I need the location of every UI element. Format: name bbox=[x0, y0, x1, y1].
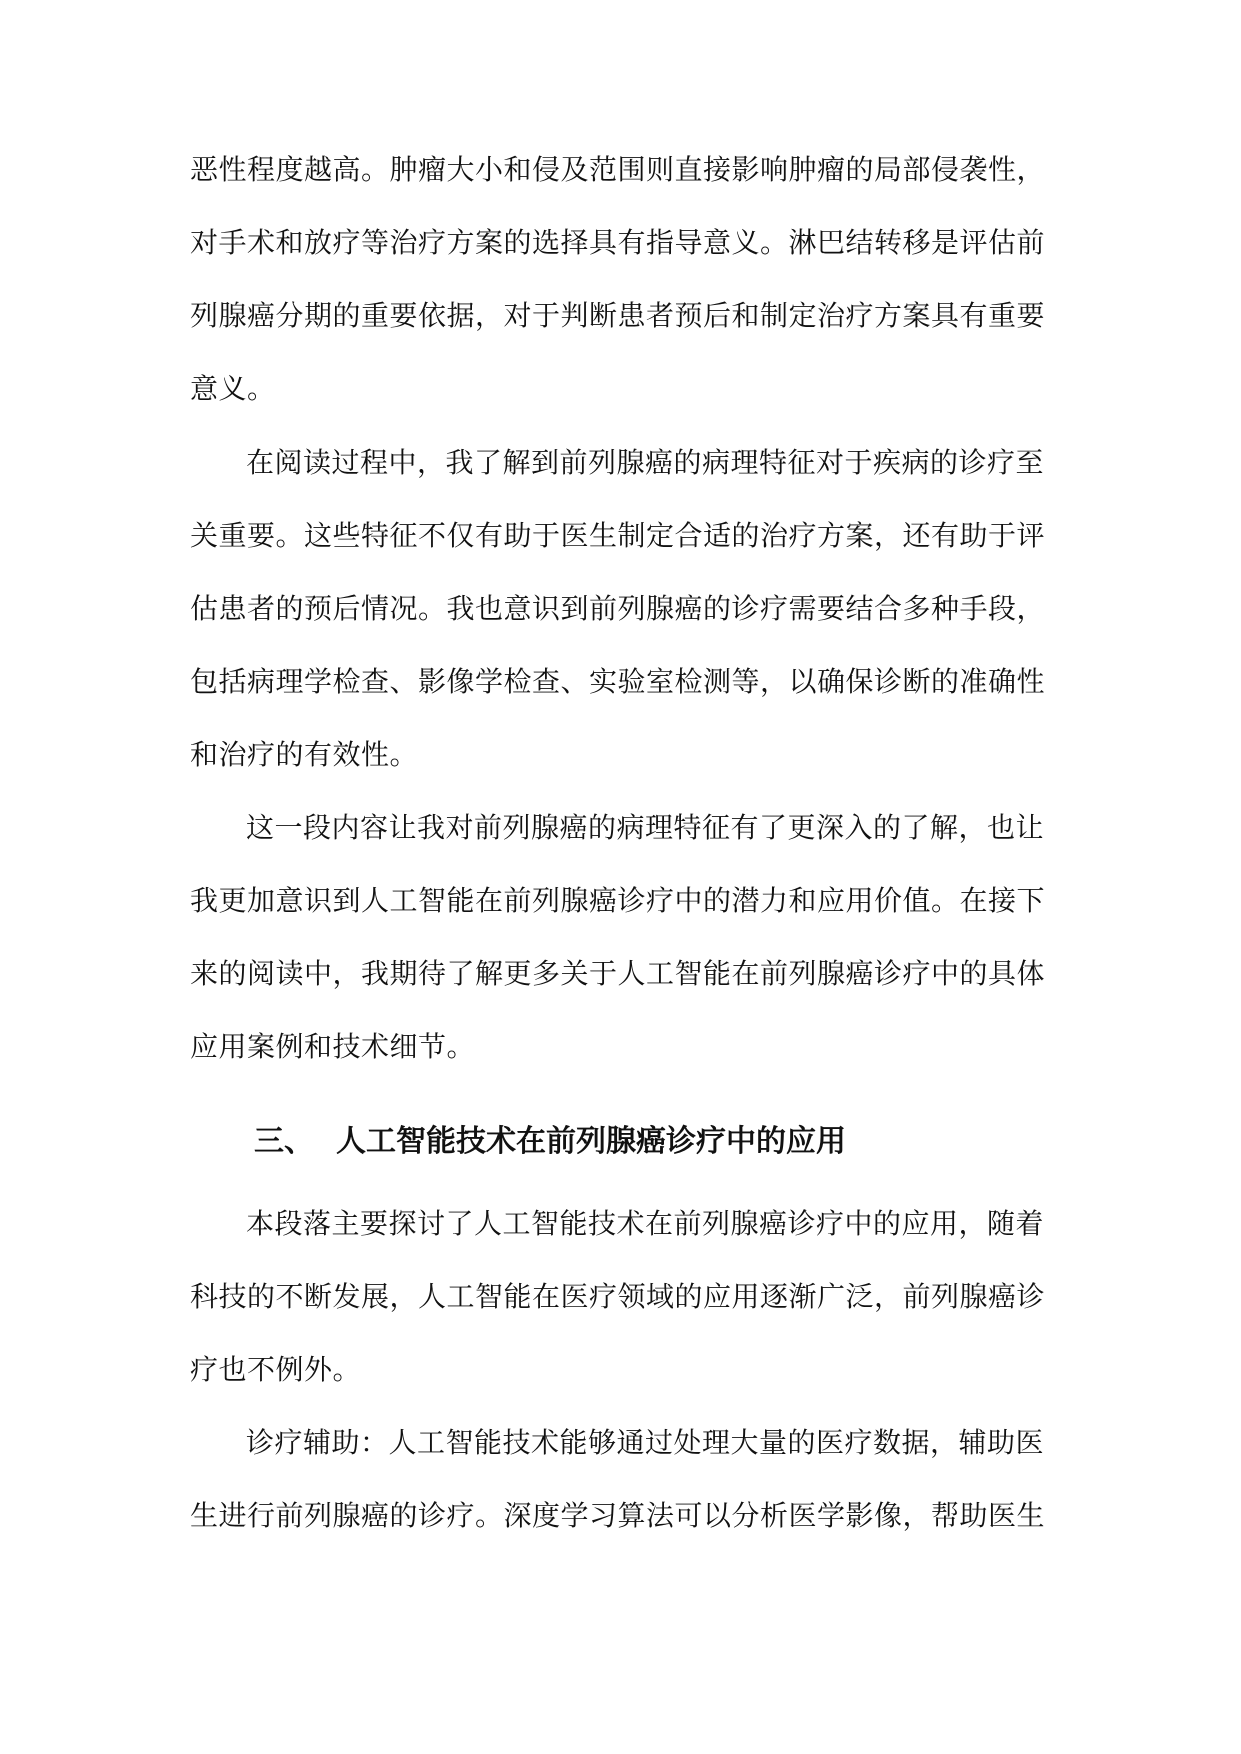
text-line: 生进行前列腺癌的诊疗。深度学习算法可以分析医学影像，帮助医生 bbox=[190, 1499, 1046, 1532]
section-number: 三、 bbox=[254, 1124, 314, 1159]
text-line: 列腺癌分期的重要依据，对于判断患者预后和制定治疗方案具有重要 bbox=[190, 299, 1046, 332]
text-line: 来的阅读中，我期待了解更多关于人工智能在前列腺癌诊疗中的具体 bbox=[190, 957, 1046, 990]
text-line: 应用案例和技术细节。 bbox=[190, 1030, 476, 1063]
text-line: 对手术和放疗等治疗方案的选择具有指导意义。淋巴结转移是评估前 bbox=[190, 226, 1046, 259]
section-title: 人工智能技术在前列腺癌诊疗中的应用 bbox=[336, 1124, 846, 1159]
text-line: 科技的不断发展，人工智能在医疗领域的应用逐渐广泛，前列腺癌诊 bbox=[190, 1280, 1046, 1313]
text-line: 关重要。这些特征不仅有助于医生制定合适的治疗方案，还有助于评 bbox=[190, 519, 1046, 552]
text-line: 我更加意识到人工智能在前列腺癌诊疗中的潜力和应用价值。在接下 bbox=[190, 884, 1046, 917]
text-line: 这一段内容让我对前列腺癌的病理特征有了更深入的了解，也让 bbox=[246, 811, 1045, 844]
text-line: 在阅读过程中，我了解到前列腺癌的病理特征对于疾病的诊疗至 bbox=[246, 446, 1045, 479]
text-line: 诊疗辅助：人工智能技术能够通过处理大量的医疗数据，辅助医 bbox=[246, 1426, 1045, 1459]
text-line: 疗也不例外。 bbox=[190, 1353, 362, 1386]
text-line: 恶性程度越高。肿瘤大小和侵及范围则直接影响肿瘤的局部侵袭性， bbox=[190, 153, 1046, 186]
text-line: 包括病理学检查、影像学检查、实验室检测等，以确保诊断的准确性 bbox=[190, 665, 1046, 698]
section-heading bbox=[254, 1121, 846, 1163]
text-line: 估患者的预后情况。我也意识到前列腺癌的诊疗需要结合多种手段， bbox=[190, 592, 1046, 625]
text-line: 和治疗的有效性。 bbox=[190, 738, 419, 771]
text-line: 本段落主要探讨了人工智能技术在前列腺癌诊疗中的应用，随着 bbox=[246, 1207, 1045, 1240]
text-line: 意义。 bbox=[190, 372, 276, 405]
